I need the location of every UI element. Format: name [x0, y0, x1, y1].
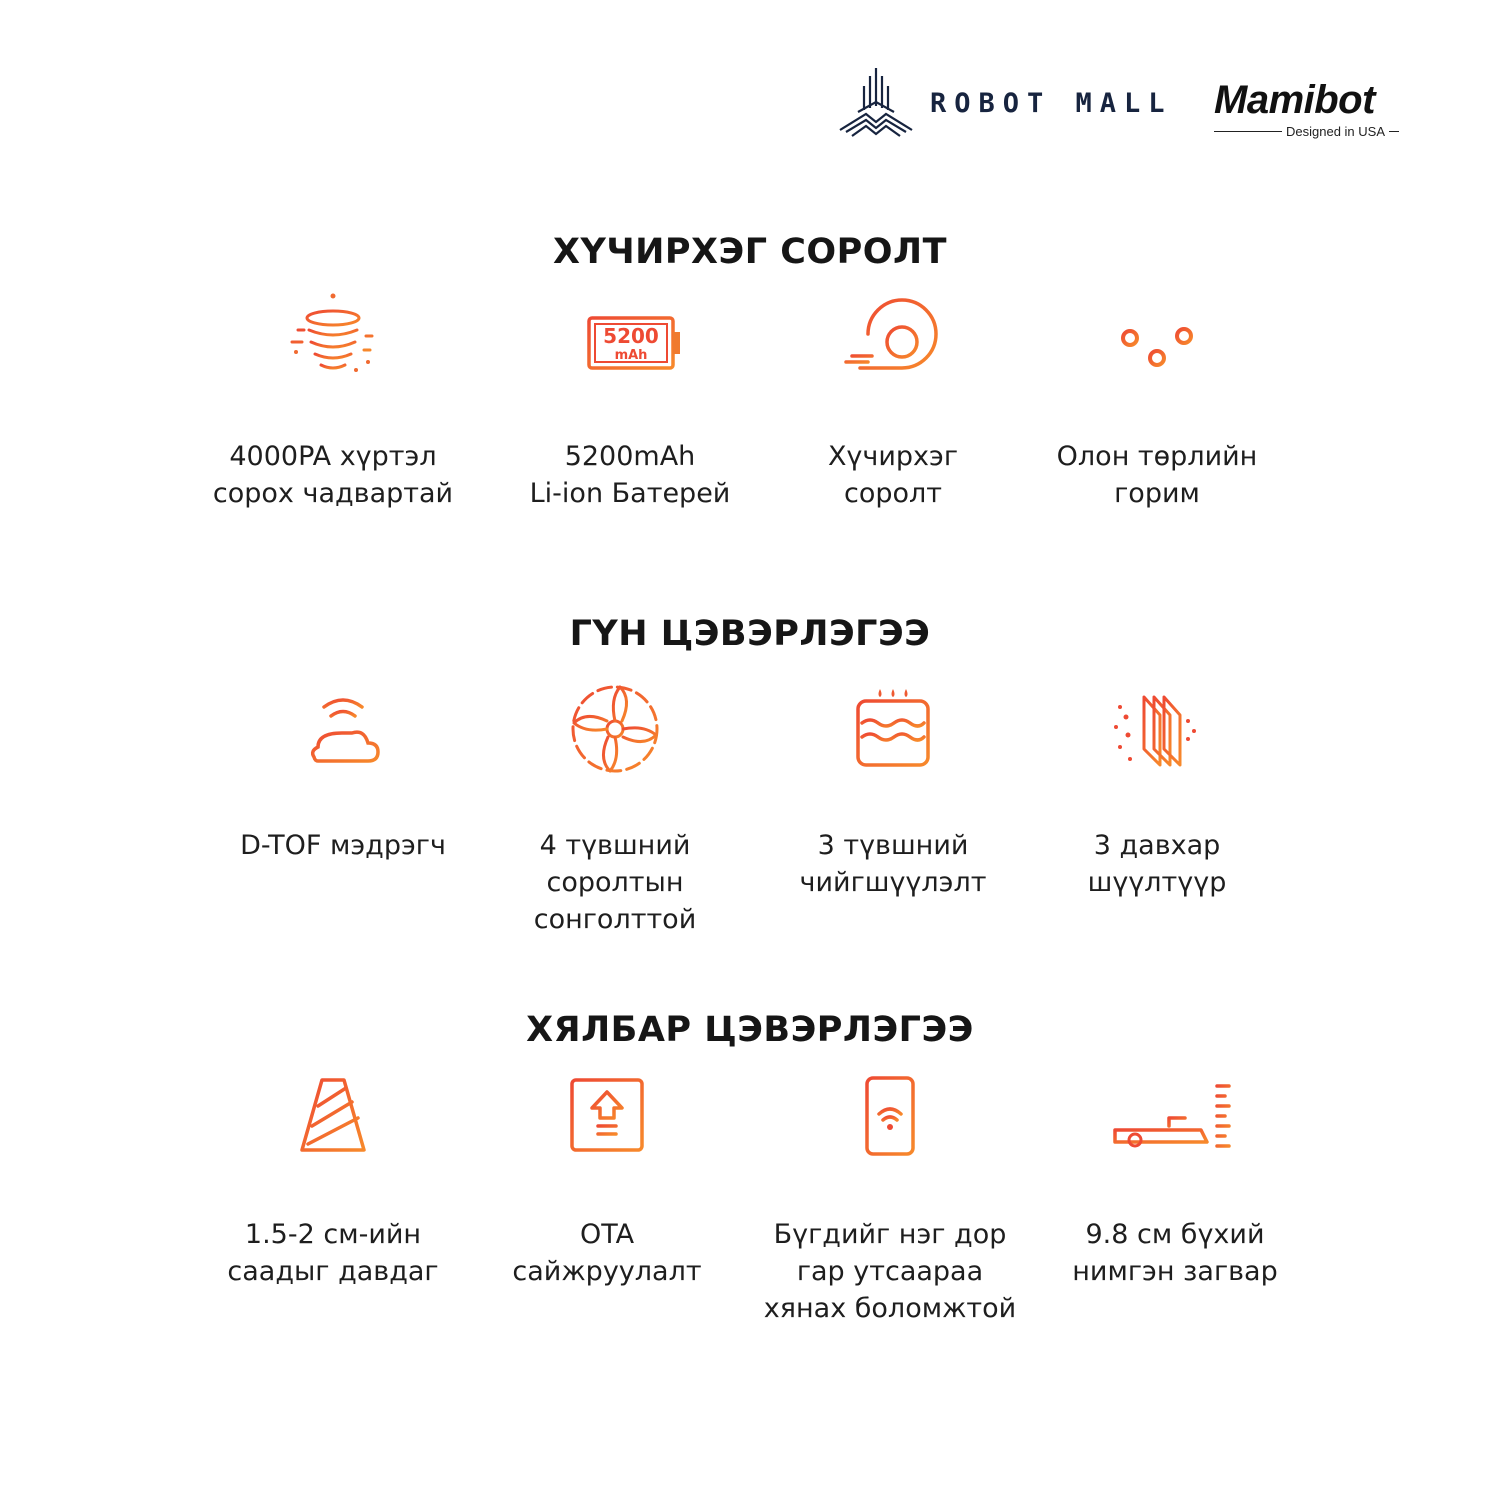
feature-label: Олон төрлийн горим [1056, 441, 1258, 509]
feature-suction-levels [465, 677, 765, 938]
sliders-icon [1102, 290, 1212, 400]
feature-modes [1007, 290, 1307, 512]
cone-obstacle-icon [278, 1066, 388, 1176]
feature-label: 1.5-2 см-ийн саадыг давдаг [227, 1219, 439, 1287]
feature-suction-power [183, 290, 483, 512]
feature-row-2 [0, 677, 1500, 977]
robot-mall-wordmark: ROBOT MALL [930, 88, 1173, 119]
tornado-suction-icon [278, 290, 388, 400]
feature-label: Хүчирхэг соролт [827, 441, 959, 509]
feature-label: 9.8 см бүхий нимгэн загвар [1072, 1219, 1278, 1287]
feature-label: 4000PA хүртэл сорох чадвартай [212, 441, 454, 509]
filter-layers-icon [1102, 677, 1212, 787]
feature-label: Бүгдийг нэг дор гар утсаараа хянах боломжтой [763, 1219, 1017, 1324]
slim-robot-icon [1105, 1066, 1245, 1176]
section-title-deep-cleaning: ГҮН ЦЭВЭРЛЭГЭЭ [569, 614, 931, 654]
feature-water-levels [743, 677, 1043, 901]
ota-update-icon [552, 1066, 662, 1176]
battery-icon [575, 290, 685, 400]
feature-obstacle [183, 1066, 483, 1290]
mamibot-tagline-row [1214, 124, 1414, 139]
water-tank-icon [838, 677, 948, 787]
feature-slim-design [1025, 1066, 1325, 1290]
feature-label: 3 түвшний чийгшүүлэлт [799, 830, 987, 898]
feature-label: 3 давхар шүүлтүүр [1087, 830, 1227, 898]
feature-label: OTA сайжруулалт [512, 1219, 702, 1287]
feature-battery [480, 290, 780, 512]
robot-mall-logo-icon [836, 66, 916, 138]
feature-label: 5200mAh Li-ion Батерей [529, 441, 731, 509]
phone-wifi-icon [835, 1066, 945, 1176]
mamibot-logo [1214, 80, 1414, 139]
battery-icon-subtext: mAh [614, 348, 648, 363]
feature-ota [457, 1066, 757, 1290]
feature-row-1 [0, 290, 1500, 590]
feature-filter [1007, 677, 1307, 901]
feature-app-control [740, 1066, 1040, 1327]
feature-label: D-TOF мэдрэгч [240, 830, 446, 861]
turbo-fan-icon [838, 290, 948, 400]
feature-label: 4 түвшний соролтын сонголттой [533, 830, 697, 935]
section-title-easy-cleaning: ХЯЛБАР ЦЭВЭРЛЭГЭЭ [526, 1010, 974, 1050]
fan-blade-icon [560, 677, 670, 787]
section-title-powerful-suction: ХҮЧИРХЭГ СОРОЛТ [552, 232, 947, 272]
header [836, 66, 1426, 146]
mamibot-wordmark: Mamibot [1214, 78, 1375, 122]
feature-dtof [193, 677, 493, 864]
feature-strong-suction [743, 290, 1043, 512]
mamibot-tagline: Designed in USA [1286, 124, 1385, 139]
dtof-sensor-icon [288, 677, 398, 787]
feature-row-3 [0, 1066, 1500, 1366]
battery-icon-text: 5200 [603, 324, 659, 348]
